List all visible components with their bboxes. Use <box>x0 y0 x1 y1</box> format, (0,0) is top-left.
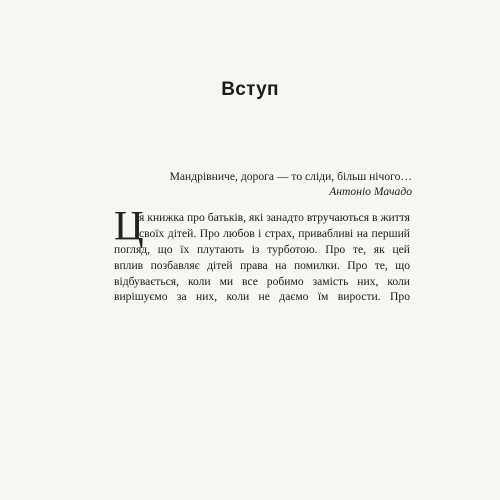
body-line: погляд, що їх плутають із турботою. Про те, як цей <box>114 242 410 256</box>
epigraph-text: Мандрівниче, дорога — то сліди, більш нічого… <box>169 170 412 183</box>
body-line: відбувається, коли ми все робимо замість них, коли <box>114 274 410 288</box>
body-line: своїх дітей. Про любов і страх, привабливі на перший <box>139 226 410 240</box>
body-line: вплив позбавляє дітей права на помилки. Про те, що <box>114 258 410 272</box>
chapter-title: Вступ <box>221 79 279 100</box>
drop-cap: Ц <box>114 202 144 248</box>
body-line: я книжка про батьків, які занадто втручаються в життя <box>139 211 410 224</box>
body-line: вирішуємо за них, коли не даємо їм вирости. Про <box>114 290 410 304</box>
epigraph <box>170 169 412 199</box>
body-text <box>114 202 410 305</box>
epigraph-author: Антоніо Мачадо <box>329 185 412 198</box>
